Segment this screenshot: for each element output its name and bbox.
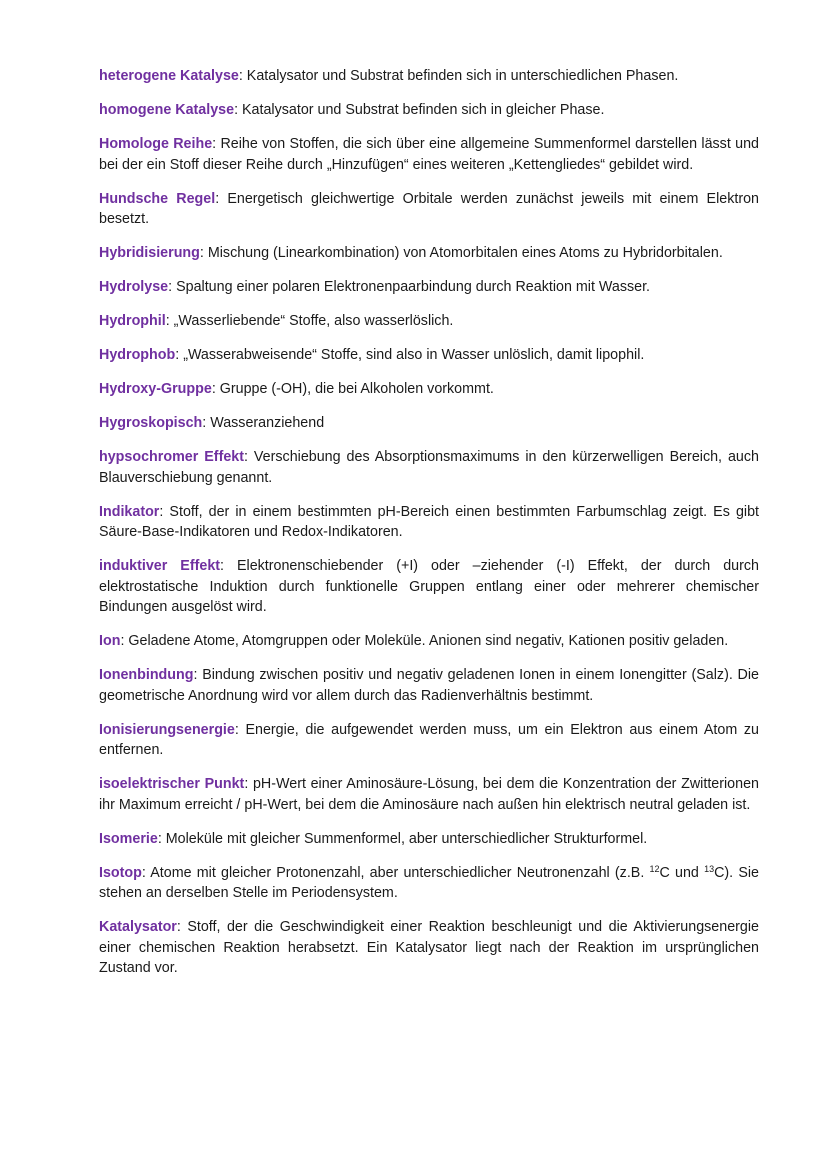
glossary-definition: : Reihe von Stoffen, die sich über eine allgemeine Summenformel darstellen lässt und bei der ein Stoff dieser Reihe durch „Hinzufügen“ eines weiteren „Kettengliedes“ gebildet wird. (99, 136, 759, 173)
glossary-entry-hybridisierung (99, 243, 759, 264)
glossary-entry-hydrolyse (99, 277, 759, 298)
glossary-term: Ionisierungsenergie (99, 721, 235, 738)
glossary-term: hypsochromer Effekt (99, 449, 244, 465)
glossary-definition: : „Wasserliebende“ Stoffe, also wasserlöslich. (165, 313, 454, 329)
isotope-mass-number: 12 (649, 863, 660, 874)
glossary-definition: : pH-Wert einer Aminosäure-Lösung, bei dem die Konzentration der Zwitterionen ihr Maximum erreicht / pH-Wert, bei dem die Aminosäure nach außen hin elektrisch neutral geladen ist. (99, 776, 759, 813)
glossary-entry-isoelektrischer-punkt (99, 774, 759, 815)
glossary-term: Ionenbindung (99, 667, 194, 683)
glossary-term: Katalysator (99, 919, 177, 935)
glossary-entry-induktiver-effekt (99, 556, 759, 618)
glossary-entry-katalysator (99, 917, 759, 979)
glossary-term: Isotop (99, 864, 142, 881)
glossary-definition: : Geladene Atome, Atomgruppen oder Moleküle. Anionen sind negativ, Kationen positiv geladen. (120, 633, 729, 649)
glossary-term: heterogene Katalyse (99, 68, 239, 84)
glossary-term: Hydrolyse (99, 279, 169, 295)
glossary-definition: : Stoff, der die Geschwindigkeit einer Reaktion beschleunigt und die Aktivierungsenergie einer chemischen Reaktion herabsetzt. Ein Katalysator liegt nach der Reaktion im ursprünglichen Zustand vor. (99, 919, 759, 976)
glossary-definition: : Bindung zwischen positiv und negativ geladenen Ionen in einem Ionengitter (Salz). Die geometrische Anordnung wird vor allem durch das Radienverhältnis bestimmt. (99, 667, 759, 704)
glossary-definition: : Gruppe (-OH), die bei Alkoholen vorkommt. (211, 381, 494, 397)
glossary-definition: : Atome mit gleicher Protonenzahl, aber unterschiedlicher Neutronenzahl (z.B. (141, 864, 650, 881)
glossary-entry-homologe-reihe (99, 134, 759, 175)
glossary-term: isoelektrischer Punkt (99, 776, 245, 792)
glossary-term: Hydrophil (99, 313, 166, 329)
glossary-entry-hydrophob (99, 345, 759, 366)
glossary-definition: : Spaltung einer polaren Elektronenpaarbindung durch Reaktion mit Wasser. (168, 279, 651, 295)
glossary-term: Hydroxy-Gruppe (99, 381, 212, 397)
glossary-term: Hygroskopisch (99, 415, 203, 431)
glossary-definition: : Moleküle mit gleicher Summenformel, aber unterschiedlicher Strukturformel. (157, 830, 648, 847)
glossary-entry-hydrophil (99, 311, 759, 332)
glossary-term: Hydrophob (99, 347, 176, 363)
glossary-entry-homogene-katalyse (99, 100, 759, 121)
glossary-entry-ionenbindung (99, 665, 759, 706)
glossary-definition-part: C und (659, 864, 705, 881)
glossary-entry-hydroxy-gruppe (99, 379, 759, 400)
glossary-definition-part: C). Sie stehen an derselben Stelle im Periodensystem. (99, 864, 760, 901)
glossary-definition: : Stoff, der in einem bestimmten pH-Bereich einen bestimmten Farbumschlag zeigt. Es gibt Säure-Base-Indikatoren und Redox-Indikatoren. (99, 503, 759, 540)
glossary-term: Indikator (99, 503, 160, 520)
glossary-definition: : Katalysator und Substrat befinden sich in unterschiedlichen Phasen. (238, 68, 679, 84)
glossary-entry-isotop (99, 863, 759, 904)
glossary-term: Homologe Reihe (99, 136, 213, 152)
glossary-definition: : Mischung (Linearkombination) von Atomorbitalen eines Atoms zu Hybridorbitalen. (199, 245, 723, 261)
glossary-definition: : Verschiebung des Absorptionsmaximums in den kürzerwelligen Bereich, auch Blauverschiebung genannt. (99, 449, 759, 486)
glossary-definition: : „Wasserabweisende“ Stoffe, sind also in Wasser unlöslich, damit lipophil. (175, 347, 645, 363)
glossary-entry-ion (99, 631, 759, 652)
glossary-term: Isomerie (99, 830, 158, 847)
glossary-definition: : Wasseranziehend (202, 415, 325, 431)
glossary-term: induktiver Effekt (99, 558, 221, 574)
glossary-entry-hypsochromer-effekt (99, 447, 759, 488)
glossary-definition: : Energie, die aufgewendet werden muss, um ein Elektron aus einem Atom zu entfernen. (99, 721, 759, 758)
isotope-mass-number: 13 (704, 863, 715, 874)
glossary-entry-heterogene-katalyse (99, 66, 759, 87)
glossary-term: Ion (99, 633, 121, 649)
glossary-definition: : Elektronenschiebender (+I) oder –ziehender (-I) Effekt, der durch durch elektrostatische Induktion durch funktionelle Gruppen entlang einer oder mehrerer chemischer Bindungen ausgelöst wird. (99, 558, 759, 615)
glossary-entry-hygroskopisch (99, 413, 759, 434)
glossary-term: homogene Katalyse (99, 102, 235, 118)
glossary-term: Hybridisierung (99, 245, 200, 261)
glossary-entry-indikator (99, 502, 759, 543)
glossary-entry-isomerie (99, 829, 759, 850)
glossary-term: Hundsche Regel (99, 190, 216, 207)
glossary-entry-ionisierungsenergie (99, 720, 759, 761)
glossary-definition: : Katalysator und Substrat befinden sich in gleicher Phase. (234, 102, 605, 118)
glossary-entry-hundsche-regel (99, 189, 759, 230)
glossary-definition: : Energetisch gleichwertige Orbitale werden zunächst jeweils mit einem Elektron besetzt. (99, 190, 760, 227)
